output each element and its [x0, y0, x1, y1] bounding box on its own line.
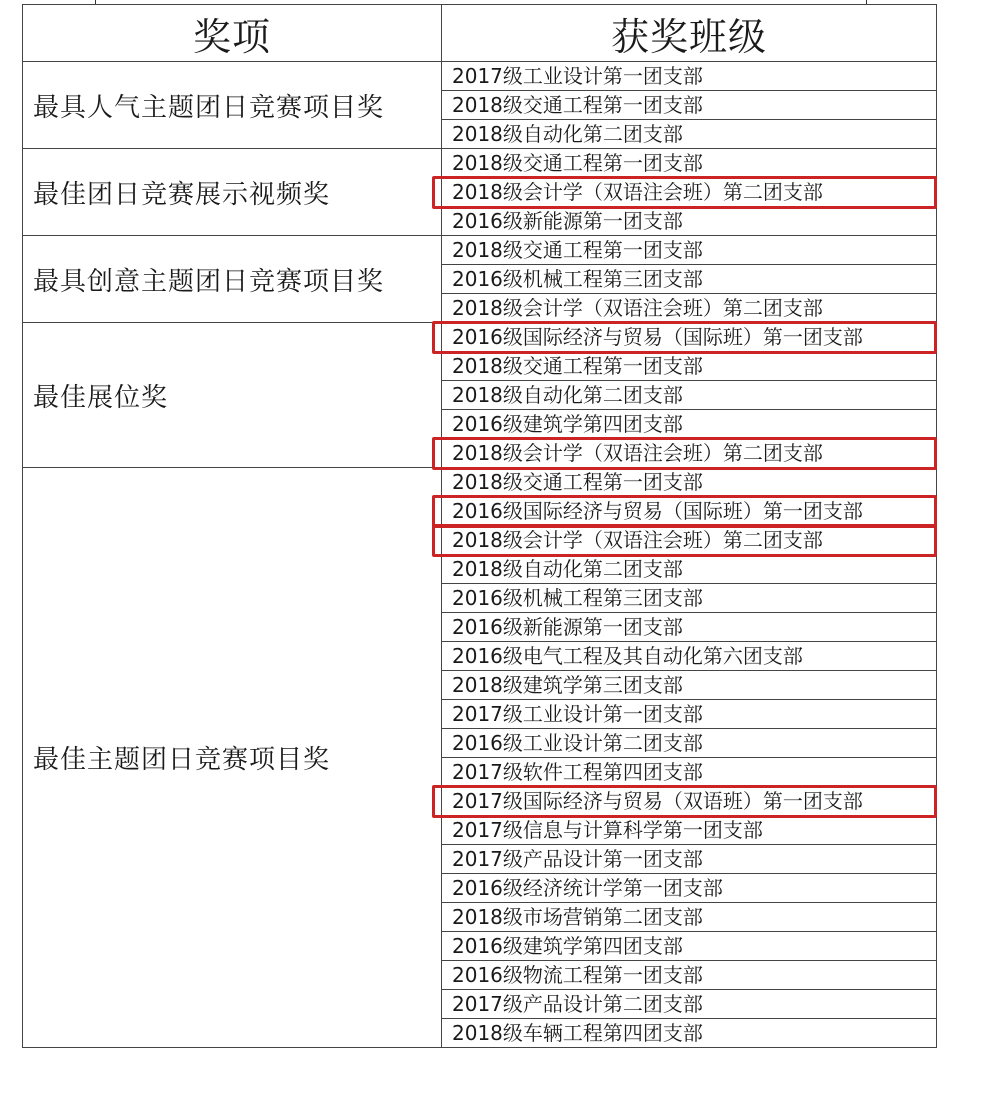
winning-class: 2017级产品设计第一团支部 — [442, 845, 937, 874]
winning-class: 2016级经济统计学第一团支部 — [442, 874, 937, 903]
table-row — [23, 468, 937, 497]
winning-class: 2018级车辆工程第四团支部 — [442, 1019, 937, 1048]
winning-class: 2018级交通工程第一团支部 — [442, 149, 937, 178]
winning-class: 2016级建筑学第四团支部 — [442, 410, 937, 439]
table-body — [23, 62, 937, 1048]
winning-class: 2018级会计学（双语注会班）第二团支部 — [442, 178, 937, 207]
winning-class: 2016级机械工程第三团支部 — [442, 584, 937, 613]
award-name: 最具人气主题团日竞赛项目奖 — [23, 62, 442, 149]
table-row — [23, 236, 937, 265]
winning-class: 2016级新能源第一团支部 — [442, 613, 937, 642]
winning-class: 2018级会计学（双语注会班）第二团支部 — [442, 294, 937, 323]
winning-class: 2017级信息与计算科学第一团支部 — [442, 816, 937, 845]
award-column-header: 奖项 — [23, 5, 442, 62]
winning-class: 2017级产品设计第二团支部 — [442, 990, 937, 1019]
winning-class: 2018级市场营销第二团支部 — [442, 903, 937, 932]
table-header-row — [23, 5, 937, 62]
winning-class: 2018级自动化第二团支部 — [442, 555, 937, 584]
table-row — [23, 323, 937, 352]
winning-class: 2018级交通工程第一团支部 — [442, 352, 937, 381]
winning-class: 2016级工业设计第二团支部 — [442, 729, 937, 758]
winning-class: 2018级交通工程第一团支部 — [442, 236, 937, 265]
winning-class: 2016级国际经济与贸易（国际班）第一团支部 — [442, 497, 937, 526]
award-name: 最佳主题团日竞赛项目奖 — [23, 468, 442, 1048]
winning-class: 2016级国际经济与贸易（国际班）第一团支部 — [442, 323, 937, 352]
award-name: 最佳团日竞赛展示视频奖 — [23, 149, 442, 236]
award-name: 最具创意主题团日竞赛项目奖 — [23, 236, 442, 323]
class-column-header: 获奖班级 — [442, 5, 937, 62]
winning-class: 2016级新能源第一团支部 — [442, 207, 937, 236]
winning-class: 2018级自动化第二团支部 — [442, 381, 937, 410]
winning-class: 2017级工业设计第一团支部 — [442, 62, 937, 91]
winning-class: 2018级建筑学第三团支部 — [442, 671, 937, 700]
winning-class: 2017级工业设计第一团支部 — [442, 700, 937, 729]
winning-class: 2017级软件工程第四团支部 — [442, 758, 937, 787]
award-name: 最佳展位奖 — [23, 323, 442, 468]
winning-class: 2017级国际经济与贸易（双语班）第一团支部 — [442, 787, 937, 816]
award-results-table — [22, 4, 937, 1048]
winning-class: 2018级会计学（双语注会班）第二团支部 — [442, 439, 937, 468]
table-row — [23, 149, 937, 178]
winning-class: 2016级物流工程第一团支部 — [442, 961, 937, 990]
winning-class: 2018级交通工程第一团支部 — [442, 468, 937, 497]
winning-class: 2018级会计学（双语注会班）第二团支部 — [442, 526, 937, 555]
winning-class: 2016级建筑学第四团支部 — [442, 932, 937, 961]
winning-class: 2016级机械工程第三团支部 — [442, 265, 937, 294]
winning-class: 2018级交通工程第一团支部 — [442, 91, 937, 120]
winning-class: 2018级自动化第二团支部 — [442, 120, 937, 149]
winning-class: 2016级电气工程及其自动化第六团支部 — [442, 642, 937, 671]
table-row — [23, 62, 937, 91]
